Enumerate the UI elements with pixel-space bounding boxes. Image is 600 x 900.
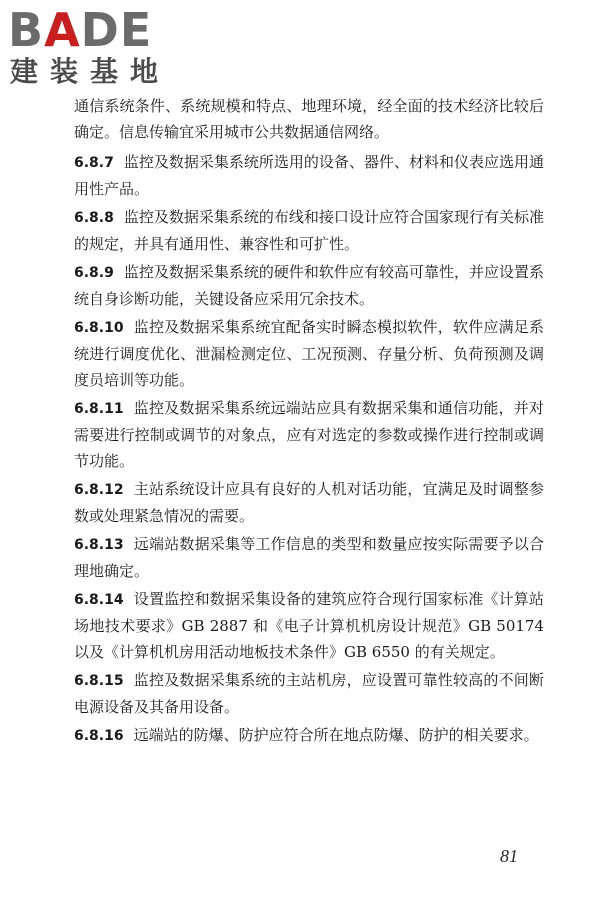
clause-number: 6.8.14 (74, 592, 124, 608)
clause-text: 主站系统设计应具有良好的人机对话功能，宜满足及时调整参数或处理紧急情况的需要。 (74, 480, 544, 525)
clause-6-8-9 (74, 259, 544, 312)
clause-number: 6.8.12 (74, 482, 124, 498)
clause-6-8-14 (74, 586, 544, 665)
logo-english-text (8, 4, 152, 56)
clause-text: 设置监控和数据采集设备的建筑应符合现行国家标准《计算站场地技术要求》GB 2887 和《电子计算机机房设计规范》GB 50174 以及《计算机机房用活动地板技术条件》GB 6550 的有关规定。 (74, 590, 544, 661)
clause-6-8-13 (74, 531, 544, 584)
clause-6-8-7 (74, 149, 544, 202)
clause-number: 6.8.16 (74, 728, 124, 744)
clause-number: 6.8.10 (74, 320, 124, 336)
clause-number: 6.8.15 (74, 673, 124, 689)
clause-6-8-8 (74, 204, 544, 257)
clause-6-8-12 (74, 476, 544, 529)
logo-letter-a-accent: A (44, 3, 81, 57)
clause-text: 监控及数据采集系统远端站应具有数据采集和通信功能，并对需要进行控制或调节的对象点，应有对选定的参数或操作进行控制或调节功能。 (74, 399, 544, 470)
logo-letter-b: B (8, 3, 45, 57)
logo-letters-de: DE (80, 3, 153, 57)
clause-text: 监控及数据采集系统的硬件和软件应有较高可靠性，并应设置系统自身诊断功能，关键设备应采用冗余技术。 (74, 263, 544, 308)
clause-6-8-15 (74, 667, 544, 720)
document-body (74, 93, 544, 751)
intro-paragraph: 通信系统条件、系统规模和特点、地理环境，经全面的技术经济比较后确定。信息传输宜采用城市公共数据通信网络。 (74, 97, 544, 141)
clause-text: 监控及数据采集系统的主站机房，应设置可靠性较高的不间断电源设备及其备用设备。 (74, 671, 544, 716)
clause-6-8-10 (74, 314, 544, 393)
clause-text: 监控及数据采集系统所选用的设备、器件、材料和仪表应选用通用性产品。 (74, 153, 544, 198)
clause-number: 6.8.9 (74, 265, 114, 281)
clause-number: 6.8.13 (74, 537, 124, 553)
clause-number: 6.8.7 (74, 155, 114, 171)
clause-text: 监控及数据采集系统宜配备实时瞬态模拟软件，软件应满足系统进行调度优化、泄漏检测定位、工况预测、存量分析、负荷预测及调度员培训等功能。 (74, 318, 544, 389)
clause-text: 远端站的防爆、防护应符合所在地点防爆、防护的相关要求。 (133, 726, 539, 744)
bade-logo (8, 4, 178, 90)
clause-6-8-11 (74, 395, 544, 474)
clause-6-8-16 (74, 722, 544, 749)
logo-chinese-text: 建装基地 (10, 55, 171, 88)
clause-number: 6.8.8 (74, 210, 114, 226)
page-number: 81 (500, 846, 518, 866)
clause-text: 远端站数据采集等工作信息的类型和数量应按实际需要予以合理地确定。 (74, 535, 544, 580)
clause-number: 6.8.11 (74, 401, 124, 417)
clause-text: 监控及数据采集系统的布线和接口设计应符合国家现行有关标准的规定，并具有通用性、兼容性和可扩性。 (74, 208, 544, 253)
